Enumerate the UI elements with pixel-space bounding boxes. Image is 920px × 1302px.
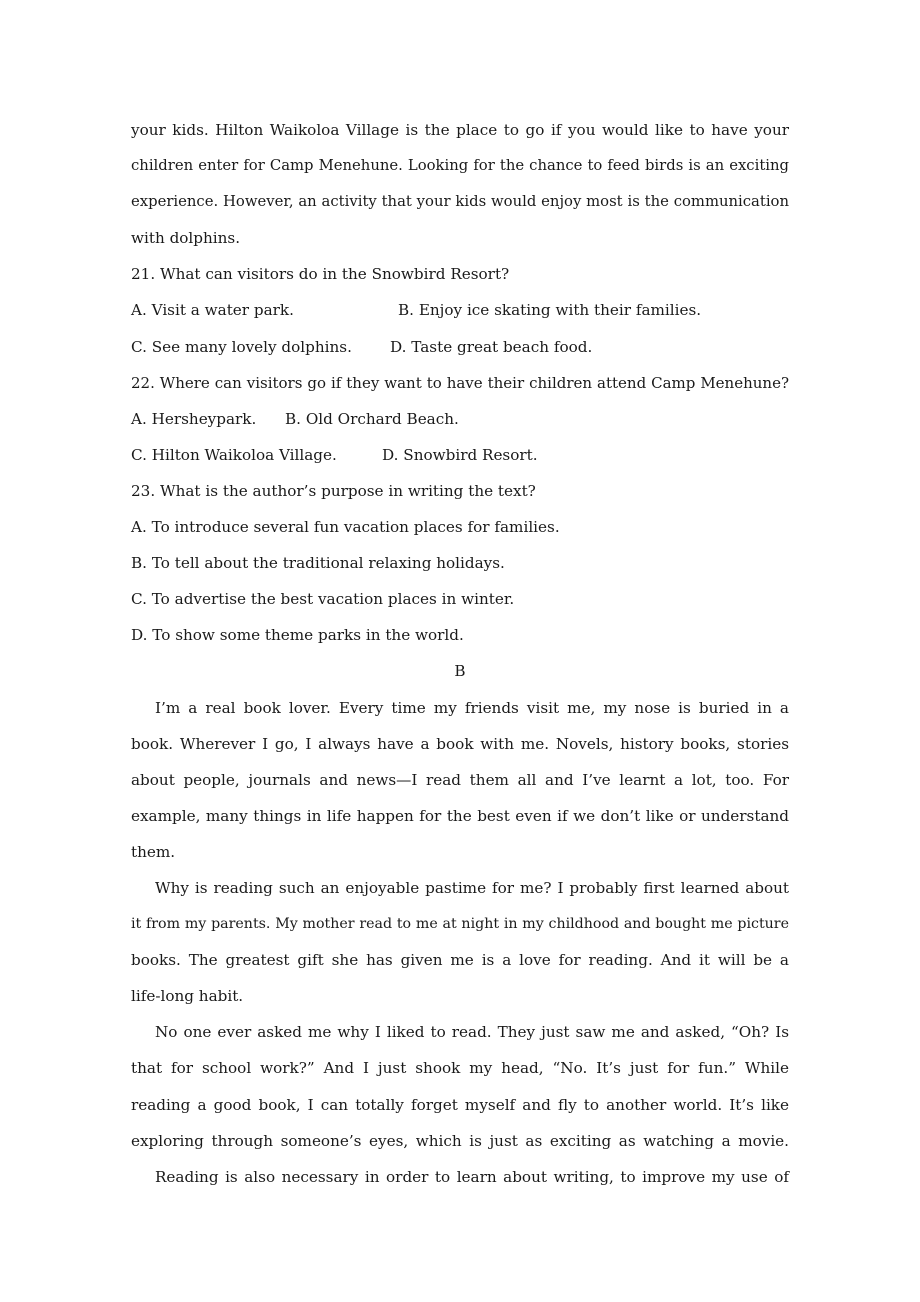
- paragraph-line: example, many things in life happen for the best even if we don’t like or understand: [131, 806, 789, 825]
- option-22c: C. Hilton Waikoloa Village.: [131, 445, 337, 464]
- passage-a-line: your kids. Hilton Waikoloa Village is the place to go if you would like to have your: [131, 121, 789, 139]
- question-21-options-row-2: [131, 329, 789, 365]
- question-22-options-row-1: [131, 401, 789, 437]
- option-21b: B. Enjoy ice skating with their families.: [398, 301, 702, 320]
- option-22b: B. Old Orchard Beach.: [285, 409, 459, 428]
- page-content: [131, 112, 789, 1195]
- paragraph-line: Why is reading such an enjoyable pastime for me? I probably first learned about: [155, 878, 789, 897]
- option-23c: C. To advertise the best vacation places in winter.: [131, 590, 515, 609]
- paragraph-line: I’m a real book lover. Every time my friends visit me, my nose is buried in a: [155, 698, 789, 717]
- question-21-options-row-1: [131, 292, 789, 328]
- paragraph-line: Reading is also necessary in order to learn about writing, to improve my use of: [155, 1167, 789, 1186]
- paragraph-line: that for school work?” And I just shook my head, “No. It’s just for fun.” While: [131, 1059, 789, 1078]
- question-23-stem: 23. What is the author’s purpose in writing the text?: [131, 481, 536, 500]
- passage-a-line: with dolphins.: [131, 229, 241, 248]
- paragraph-line: it from my parents. My mother read to me at night in my childhood and bought me picture: [131, 916, 789, 933]
- question-21-stem: 21. What can visitors do in the Snowbird Resort?: [131, 265, 510, 284]
- paragraph-line: No one ever asked me why I liked to read. They just saw me and asked, “Oh? Is: [155, 1023, 789, 1042]
- passage-a-line: children enter for Camp Menehune. Looking for the chance to feed birds is an exciting: [131, 157, 789, 175]
- paragraph-line: reading a good book, I can totally forget myself and fly to another world. It’s like: [131, 1095, 789, 1114]
- option-23d: D. To show some theme parks in the world.: [131, 626, 464, 645]
- paragraph-line: about people, journals and news—I read them all and I’ve learnt a lot, too. For: [131, 770, 789, 789]
- paragraph-line: exploring through someone’s eyes, which is just as exciting as watching a movie.: [131, 1131, 789, 1150]
- option-23a: A. To introduce several fun vacation places for families.: [131, 518, 560, 537]
- section-b-heading: B: [454, 662, 466, 681]
- option-21c: C. See many lovely dolphins.: [131, 337, 352, 356]
- option-21a: A. Visit a water park.: [131, 301, 294, 320]
- option-22d: D. Snowbird Resort.: [382, 445, 538, 464]
- paragraph-line: book. Wherever I go, I always have a book with me. Novels, history books, stories: [131, 734, 789, 753]
- option-21d: D. Taste great beach food.: [390, 337, 593, 356]
- paragraph-line: them.: [131, 842, 176, 861]
- paragraph-line: life-long habit.: [131, 987, 244, 1006]
- question-22-options-row-2: [131, 437, 789, 473]
- option-22a: A. Hersheypark.: [131, 409, 257, 428]
- passage-a-line: experience. However, an activity that your kids would enjoy most is the communication: [131, 193, 789, 211]
- question-22-stem: 22. Where can visitors go if they want to have their children attend Camp Menehune?: [131, 373, 789, 392]
- paragraph-line: books. The greatest gift she has given me is a love for reading. And it will be a: [131, 951, 789, 970]
- option-23b: B. To tell about the traditional relaxing holidays.: [131, 554, 505, 573]
